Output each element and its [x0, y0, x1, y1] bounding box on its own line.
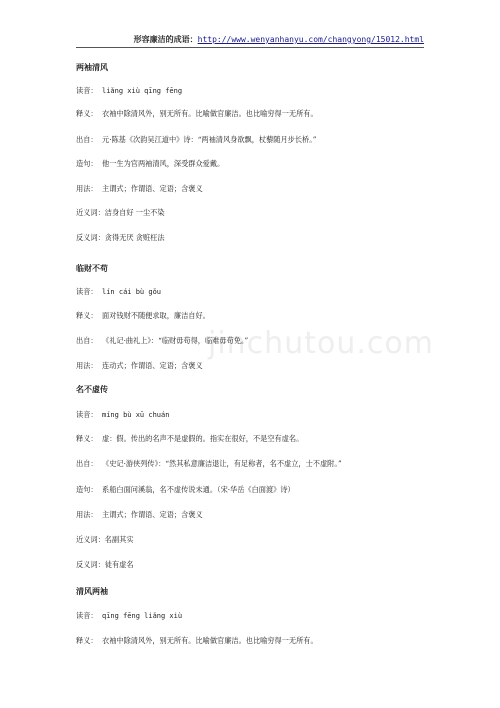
- entry-synonyms: [76, 535, 134, 545]
- section-title: 名不虚传: [76, 385, 108, 394]
- entry-label: 造句：: [76, 485, 98, 494]
- entry-value: 洁身自好 一尘不染: [104, 208, 165, 217]
- entry-label: 造句：: [76, 159, 98, 168]
- entry-value: 徒有虚名: [104, 560, 134, 569]
- entry-value: 名副其实: [104, 535, 134, 544]
- entry-source: [76, 459, 342, 469]
- section-title: 临财不苟: [76, 264, 108, 273]
- entry-label: 读音：: [76, 86, 98, 95]
- entry-label: 读音：: [76, 287, 98, 296]
- section-title: 两袖清风: [76, 63, 108, 72]
- entry-value: 《礼记·曲礼上》：“临财毋苟得，临难毋苟免。”: [102, 336, 249, 345]
- entry-pronunciation: [76, 86, 182, 96]
- entry-example: [76, 485, 295, 495]
- entry-usage: [76, 510, 203, 520]
- entry-example: [76, 159, 224, 169]
- entry-value: 元·陈基《次韵吴江道中》诗：“两袖清风身欲飘，杖藜随月步长桥。”: [102, 135, 317, 144]
- entry-value: 虚：假。传出的名声不是虚假的。指实在很好，不是空有虚名。: [102, 434, 304, 443]
- header-divider: [76, 47, 424, 48]
- entry-label: 近义词：: [76, 535, 105, 544]
- entry-value: qīng fēng liǎng xiù: [102, 612, 183, 620]
- entry-label: 释义：: [76, 434, 98, 443]
- entry-antonyms: [76, 233, 165, 243]
- entry-value: 他一生为官两袖清风，深受群众爱戴。: [102, 159, 225, 168]
- header-label: 形容廉洁的成语：: [133, 35, 198, 44]
- entry-label: 用法：: [76, 184, 98, 193]
- entry-value: 《史记·游侠列传》：“然其私意廉洁退让，有足称者，名不虚立，士不虚附。”: [102, 459, 342, 468]
- entry-meaning: [76, 311, 210, 321]
- section-title: 清风两袖: [76, 587, 108, 596]
- entry-label: 释义：: [76, 636, 98, 645]
- entry-value: 主谓式；作谓语、定语；含褒义: [102, 184, 203, 193]
- entry-label: 出自：: [76, 135, 98, 144]
- entry-value: 面对钱财不随便求取，廉洁自好。: [102, 311, 210, 320]
- header-text: [134, 34, 424, 46]
- entry-pronunciation: [76, 287, 161, 297]
- entry-usage: [76, 184, 203, 194]
- entry-pronunciation: [76, 611, 182, 621]
- entry-value: lín cái bù gǒu: [102, 288, 162, 296]
- entry-value: 衣袖中除清风外，别无所有。比喻做官廉洁。也比喻穷得一无所有。: [102, 109, 318, 118]
- entry-value: 连动式；作谓语、定语；含褒义: [102, 361, 203, 370]
- entry-source: [76, 135, 316, 145]
- entry-label: 用法：: [76, 510, 98, 519]
- entry-meaning: [76, 434, 303, 444]
- entry-label: 释义：: [76, 109, 98, 118]
- entry-value: 贪得无厌 贪赃枉法: [104, 233, 165, 242]
- entry-label: 读音：: [76, 611, 98, 620]
- entry-label: 出自：: [76, 459, 98, 468]
- entry-value: 系船白面问溪翁，名不虚传说未通。（宋·华岳《白面渡》诗）: [102, 485, 295, 494]
- entry-synonyms: [76, 208, 165, 218]
- entry-label: 反义词：: [76, 560, 105, 569]
- watermark: jinchutou.com: [208, 326, 434, 361]
- entry-label: 用法：: [76, 361, 98, 370]
- entry-value: liǎng xiù qīng fēng: [102, 87, 183, 95]
- entry-label: 读音：: [76, 410, 98, 419]
- entry-value: 主谓式；作谓语、定语；含褒义: [102, 510, 203, 519]
- header-url-link[interactable]: http://www.wenyanhanyu.com/changyong/15012.html: [197, 35, 424, 44]
- entry-label: 近义词：: [76, 208, 105, 217]
- entry-label: 出自：: [76, 336, 98, 345]
- entry-pronunciation: [76, 410, 169, 420]
- entry-value: míng bù xū chuán: [102, 411, 170, 419]
- entry-meaning: [76, 636, 318, 646]
- page-header: [0, 34, 500, 46]
- entry-label: 释义：: [76, 311, 98, 320]
- entry-source: [76, 336, 248, 346]
- entry-antonyms: [76, 560, 134, 570]
- entry-usage: [76, 361, 203, 371]
- entry-meaning: [76, 109, 318, 119]
- entry-value: 衣袖中除清风外，别无所有。比喻做官廉洁。也比喻穷得一无所有。: [102, 636, 318, 645]
- entry-label: 反义词：: [76, 233, 105, 242]
